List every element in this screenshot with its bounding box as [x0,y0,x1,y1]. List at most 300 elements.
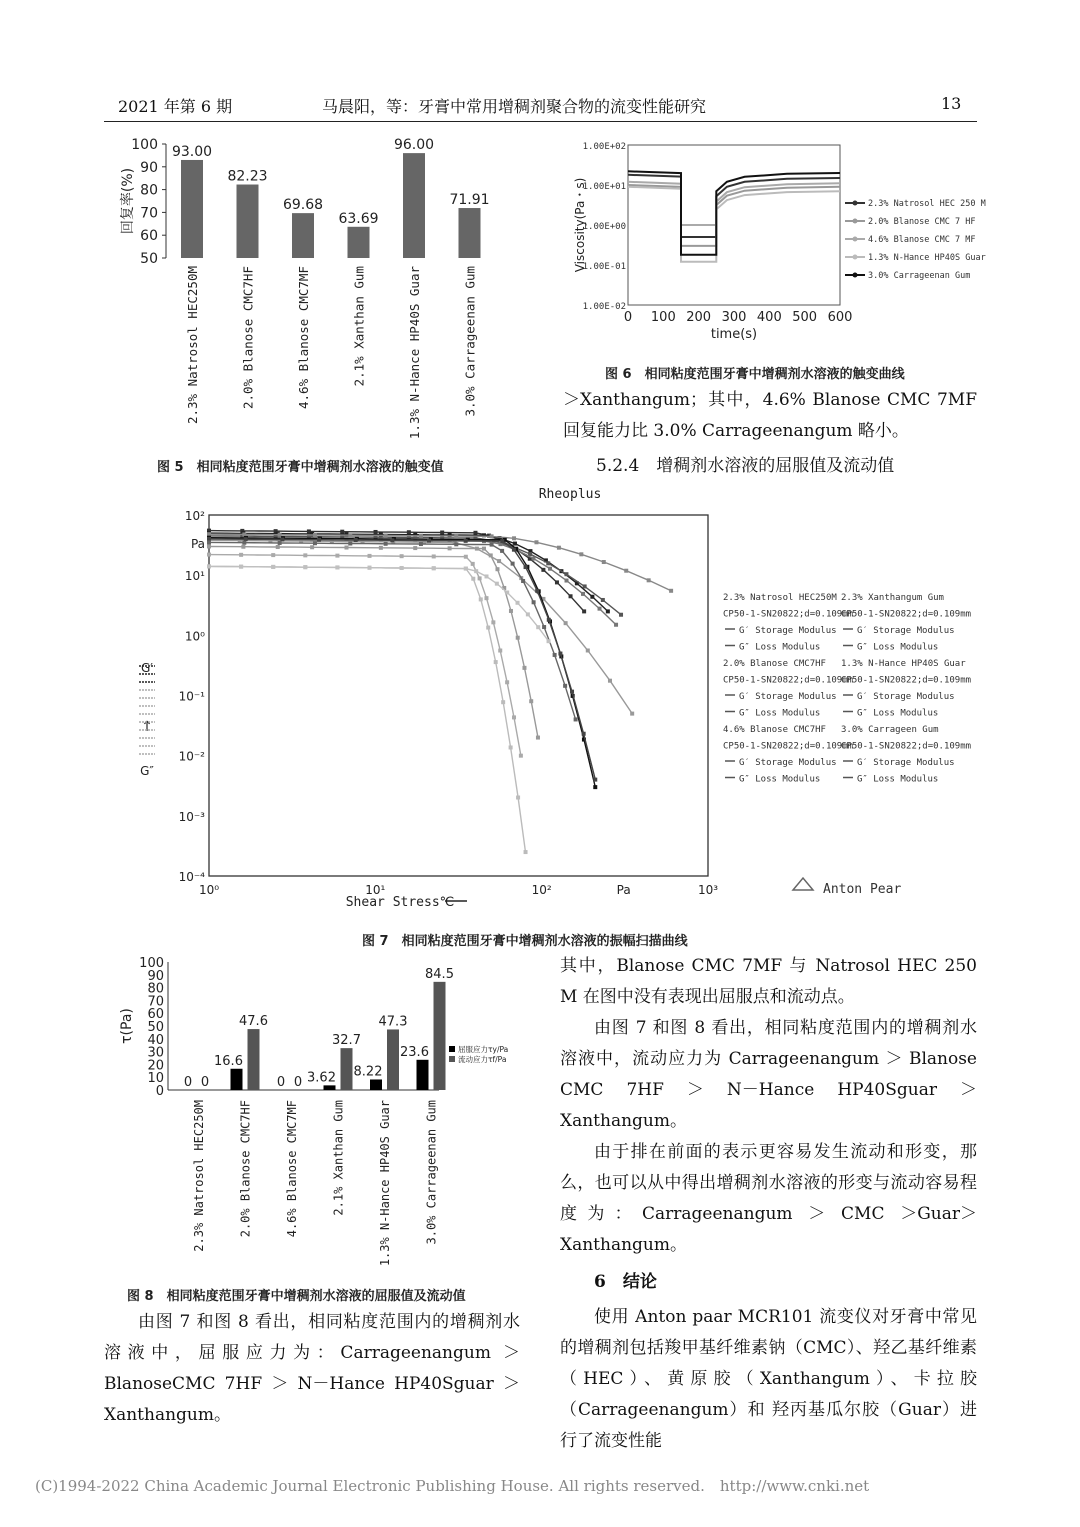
section-6-heading: 6 结论 [594,1272,657,1292]
data-point [348,533,352,537]
data-point [303,553,307,557]
series-line [628,187,840,262]
series-line [628,185,840,246]
data-label: 69.68 [282,197,324,214]
y-tick-label: 0 [155,1084,164,1099]
x-category-label: 2.3% Natrosol HEC250M [185,266,200,425]
data-point [303,565,307,569]
data-point [519,754,523,758]
data-point [473,531,477,535]
data-point [340,530,344,534]
series-line [209,555,521,756]
data-point [207,564,211,568]
bar [403,153,425,258]
data-label: 71.91 [449,192,490,209]
legend-label: G′ Storage Modulus [857,692,955,702]
data-point [490,543,494,547]
data-point [478,576,482,580]
data-point [407,530,411,534]
data-point [271,553,275,557]
legend-label: CP50-1-SN20822;d=0.109mm [723,741,854,752]
data-point [400,566,404,570]
bar [341,1048,353,1090]
data-label: 96.00 [393,137,435,154]
y-tick-label: Pa [190,537,205,551]
legend-label: G′ Storage Modulus [857,758,955,768]
series-line [209,547,538,738]
data-point [440,531,444,535]
anton-paar-logo-icon [793,878,813,890]
body-text-right-top: ＞Xanthangum；其中，4.6% Blanose CMC 7MF 回复能力比 3.0% Carrageenangum 略小。 [563,390,977,441]
legend-label: 2.3% Natrosol HEC250M [723,593,837,603]
legend-swatch [449,1056,455,1062]
x-tick-label: 600 [827,310,853,325]
data-point [590,595,594,599]
x-tick-label: 500 [792,310,818,325]
data-point [471,577,475,581]
data-point [524,850,528,854]
y-tick-label: 70 [147,994,164,1010]
data-point [516,796,520,800]
header-rule [104,121,977,122]
brand-label: Anton Pear [823,882,902,897]
data-point [532,557,536,561]
data-point [239,565,243,569]
x-tick-label: 200 [686,310,712,325]
data-label: 23.6 [400,1044,429,1060]
data-point [509,609,513,613]
x-tick-label: 100 [650,310,676,325]
data-point [207,537,211,541]
data-point [536,625,540,629]
figure-7-caption: 图 7 相同粘度范围牙膏中增稠剂水溶液的振幅扫描曲线 [362,934,688,949]
y-tick-label: 30 [147,1045,164,1061]
y-tick-label: 60 [147,1007,164,1023]
legend-label: G′ Storage Modulus [739,626,837,636]
data-point [479,597,483,601]
data-point [310,545,314,549]
x-axis-label: time(s) [710,327,758,342]
data-point [593,785,597,789]
y-tick-label: 10 [147,1071,164,1087]
paragraph: 由图 7 和图 8 看出，相同粘度范围内的增稠剂水溶液中，流动应力为 Carrageenangum ＞ Blanose CMC 7HF ＞ N－Hance HP40Sguar ＞ Xanthangum。 [560,1018,977,1131]
data-point [669,589,673,593]
data-point [522,666,526,670]
x-category-label: 3.0% Carrageenan Gum [424,1100,439,1245]
data-point [570,690,574,694]
data-point [565,579,569,583]
y-tick-label: 1.00E+01 [582,182,626,192]
x-category-label: 2.1% Xanthan Gum [351,266,367,387]
section-5-2-4-heading: 5.2.4 增稠剂水溶液的屈服值及流动值 [596,456,895,476]
data-point [509,745,513,749]
x-tick-label: 0 [623,310,633,325]
data-point [505,680,509,684]
data-point [583,584,587,588]
data-point [497,559,501,563]
data-point [432,554,436,558]
y-tick-label: 20 [147,1058,164,1074]
data-point [239,553,243,557]
data-point [276,545,280,549]
data-point [542,625,546,629]
data-point [500,549,504,553]
data-label: 0 [276,1075,286,1090]
data-point [400,554,404,558]
data-point [608,679,612,683]
y-tick-label: 10⁻³ [178,809,205,824]
legend-marker [853,273,858,278]
data-point [606,609,610,613]
figure-5-bar-chart [104,130,514,440]
data-point [419,534,423,538]
data-point [647,578,651,582]
data-point [512,548,516,552]
data-point [500,539,504,543]
figure-8-caption: 图 8 相同粘度范围牙膏中增稠剂水溶液的屈服值及流动值 [127,1289,466,1304]
data-point [495,582,499,586]
data-point [619,613,623,617]
data-point [485,574,489,578]
legend-marker [853,219,858,224]
x-category-label: 3.0% Carrageenan Gum [462,266,478,417]
y-tick-label: 40 [147,1032,164,1048]
series-line [209,539,595,780]
paragraph: 其中，Blanose CMC 7MF 与 Natrosol HEC 250 M 在图中没有表现出屈服点和流动点。 [560,956,977,1007]
x-tick-label: Pa [616,883,631,897]
data-point [582,609,586,613]
legend-label: 4.6% Blanose CMC7HF [723,725,826,735]
series-line [209,566,549,641]
paragraph: 由于排在前面的表示更容易发生流动和形变，那么，也可以从中得出增稠剂水溶液的形变与流动容易程度为：Carrageenangum ＞ CMC ＞Guar＞Xanthangum。 [560,1142,977,1255]
data-point [569,594,573,598]
legend-swatch [449,1046,455,1052]
page-number: 13 [941,94,962,113]
y-tick-label: 1.00E+02 [582,142,626,152]
data-point [280,537,284,541]
y-tick-label: 10¹ [184,569,205,584]
data-label: 93.00 [171,143,213,160]
data-point [207,540,211,544]
chart-title: Rheoplus [538,487,602,502]
figure-7-amplitude-sweep [125,480,975,920]
data-point [553,653,557,657]
data-point [512,536,516,540]
data-point [384,542,388,546]
data-label: 0 [200,1075,210,1090]
y-tick-label: 50 [147,1020,164,1035]
data-point [464,567,468,571]
body-text-left-bottom: 由图 7 和图 8 看出，相同粘度范围内的增稠剂水溶液中，屈服应力为：Carrageenangum ＞BlanoseCMC 7HF ＞ N－Hance HP40Sguar ＞ Xanthangum。 [104,1312,520,1425]
legend-label: 4.6% Blanose CMC 7 MF [868,235,976,245]
data-point [427,539,431,543]
legend-label: G′ Storage Modulus [739,758,837,768]
data-point [413,546,417,550]
legend-label: G″ Loss Modulus [739,708,821,719]
data-point [546,561,550,565]
legend-label: CP50-1-SN20822;d=0.109mm [841,609,972,620]
data-point [491,620,495,624]
data-point [354,538,358,542]
data-point [516,636,520,640]
data-point [558,652,562,656]
bar [324,1085,336,1090]
y-tick-label: 100 [139,956,164,971]
x-tick-label: 10¹ [365,883,386,897]
data-point [313,541,317,545]
data-point [278,533,282,537]
y-tick-label: 1.00E-01 [582,262,626,272]
data-point [494,660,498,664]
data-label: 0 [183,1075,193,1090]
data-point [335,554,339,558]
data-point [313,533,317,537]
data-point [448,546,452,550]
data-point [529,699,533,703]
y-tick-label: 90 [147,968,164,984]
legend-label: 2.0% Blanose CMC7HF [723,659,826,669]
data-point [244,537,248,541]
y-axis-label-gprime: G′ [140,661,154,675]
bar [387,1029,399,1090]
copyright-footer: (C)1994-2022 China Academic Journal Electronic Publishing House. All rights reserved. http://www.cnki.net [35,1477,870,1495]
figure-6-caption: 图 6 相同粘度范围牙膏中增稠剂水溶液的触变曲线 [605,367,905,382]
data-point [586,648,590,652]
y-tick-label: 50 [140,251,158,267]
data-point [564,621,568,625]
data-point [335,565,339,569]
series-line [209,566,526,852]
y-axis-label: 回复率(%) [120,167,136,235]
data-point [563,684,567,688]
data-point [207,553,211,557]
legend-label: G″ Loss Modulus [857,708,939,719]
data-point [516,601,520,605]
y-axis-label: Viscosity(Pa・s) [573,177,587,273]
y-tick-label: 60 [140,228,158,245]
series-line [209,542,576,719]
data-point [317,538,321,542]
legend-label: 1.3% N-Hance HP40S Guar [868,253,986,263]
bar [181,160,203,258]
legend-label: G″ Loss Modulus [857,642,939,653]
data-point [454,534,458,538]
data-point [474,569,478,573]
journal-issue: 2021 年第 6 期 [118,97,233,116]
data-point [630,712,634,716]
data-point [555,580,559,584]
bar [292,213,314,258]
data-point [532,600,536,604]
y-tick-label: 90 [140,159,158,176]
legend-label: G″ Loss Modulus [857,774,939,785]
legend-label: 2.3% Natrosol HEC 250 M [868,199,986,209]
data-point [454,542,458,546]
legend-label: 2.0% Blanose CMC 7 HF [868,217,976,227]
data-point [548,567,552,571]
data-point [511,562,515,566]
y-tick-label: 10² [184,509,205,523]
data-point [278,541,282,545]
x-tick-label: 400 [756,310,782,325]
x-tick-label: 10³ [697,883,719,897]
y-tick-label: 10⁻¹ [178,689,205,704]
y-tick-label: 80 [147,981,164,997]
data-point [534,540,538,544]
data-point [207,532,211,536]
data-point [490,534,494,538]
data-point [581,592,585,596]
legend-label: CP50-1-SN20822;d=0.109mm [723,609,854,620]
figure-6-line-chart [570,135,986,345]
data-label: 47.6 [239,1014,268,1030]
data-point [512,715,516,719]
legend-label: 2.3% Xanthangum Gum [841,593,944,603]
data-point [564,572,568,576]
y-tick-label: 10⁻⁴ [178,870,205,884]
legend-label: CP50-1-SN20822;d=0.109mm [723,675,854,686]
data-point [464,555,468,559]
data-point [482,547,486,551]
data-point [368,566,372,570]
legend-marker [853,201,858,206]
data-point [557,546,561,550]
data-point [598,607,602,611]
bar [248,1029,260,1090]
data-point [501,700,505,704]
legend-label: 1.3% N-Hance HP40S Guar [841,659,966,669]
data-point [624,569,628,573]
y-tick-label: 10⁻² [178,749,205,764]
data-point [524,565,528,569]
data-point [536,736,540,740]
data-point [486,626,490,630]
x-category-label: 2.3% Natrosol HEC250M [192,1100,206,1252]
x-category-label: 2.1% Xanthan Gum [331,1100,346,1216]
x-axis-label: Shear Stress℃ [345,895,455,910]
data-point [241,545,245,549]
data-point [521,579,525,583]
bar [237,185,259,258]
legend-label: 3.0% Carrageen Gum [841,725,939,735]
y-tick-label: 80 [140,182,158,199]
data-point [419,542,423,546]
x-category-label: 4.6% Blanose CMC7MF [296,266,311,409]
bar [231,1069,243,1090]
y-axis-label-gdouble: G″ [140,764,154,778]
y-tick-label: 100 [131,137,158,153]
data-point [432,566,436,570]
data-label: 63.69 [338,210,379,227]
data-point [574,717,578,721]
data-point [390,538,394,542]
legend-marker [853,255,858,260]
y-tick-label: 1.00E-02 [582,302,626,312]
legend-label: 屈服应力τy/Pa [458,1045,509,1054]
x-tick-label: 10⁰ [198,883,220,897]
x-category-label: 1.3% N-Hance HP40S Guar [378,1100,392,1267]
data-label: 16.6 [214,1053,243,1069]
x-category-label: 1.3% N-Hance HP40S Guar [407,266,422,440]
data-point [374,530,378,534]
y-axis-label: τ(Pa) [119,1008,135,1044]
data-point [601,598,605,602]
legend-marker [853,237,858,242]
figure-8-bar-chart [104,955,524,1267]
data-point [348,541,352,545]
x-tick-label: 10² [531,883,552,897]
data-label: 84.5 [425,966,454,982]
y-tick-label: 1.00E+00 [582,222,626,232]
legend-label: G′ Storage Modulus [857,626,955,636]
data-point [498,649,502,653]
data-point [484,596,488,600]
x-category-label: 4.6% Blanose CMC7MF [285,1100,299,1238]
data-label: 3.62 [307,1070,336,1086]
legend-label: G′ Storage Modulus [739,692,837,702]
x-category-label: 2.0% Blanose CMC7HF [240,266,256,409]
bar [434,982,446,1090]
data-point [368,554,372,558]
data-point [505,591,509,595]
x-category-label: 2.0% Blanose CMC7HF [238,1100,253,1238]
data-point [495,567,499,571]
body-text-right-bottom [560,951,977,1457]
bar [459,208,481,258]
data-point [547,618,551,622]
legend-label: 流动应力τf/Pa [458,1055,507,1064]
legend-label: CP50-1-SN20822;d=0.109mm [841,675,972,686]
data-point [541,568,545,572]
data-point [489,553,493,557]
plot-frame [628,145,840,305]
data-point [384,534,388,538]
data-point [344,546,348,550]
legend-label: CP50-1-SN20822;d=0.109mm [841,741,972,752]
data-label: 0 [293,1075,303,1090]
data-point [602,560,606,564]
y-tick-label: 10⁰ [184,629,205,644]
data-point [471,562,475,566]
data-point [547,639,551,643]
legend-label: G″ Loss Modulus [739,774,821,785]
data-point [379,546,383,550]
data-point [614,623,618,627]
bar [370,1079,382,1090]
data-label: 82.23 [227,168,268,185]
series-line [209,538,595,787]
data-label: 8.22 [353,1064,383,1080]
data-point [271,565,275,569]
bar [348,227,370,258]
paragraph: 使用 Anton paar MCR101 流变仪对牙膏中常见的增稠剂包括羧甲基纤维素钠（CMC）、羟乙基纤维素（HEC）、黄原胶（Xanthangum）、卡拉胶（Carrageenangum）和 羟丙基瓜尔胶（Guar）进行了流变性能 [560,1307,977,1451]
legend-label: G″ Loss Modulus [739,642,821,653]
running-title: 马晨阳，等：牙膏中常用增稠剂聚合物的流变性能研究 [322,97,707,116]
y-axis-arrow: ↑ [141,719,153,735]
data-point [464,539,468,543]
data-point [579,552,583,556]
data-point [582,732,586,736]
bar [417,1060,429,1090]
data-label: 32.7 [332,1033,361,1049]
y-tick-label: 70 [140,205,158,222]
figure-5-caption: 图 5 相同粘度范围牙膏中增稠剂水溶液的触变值 [157,460,444,475]
x-tick-label: 300 [721,310,747,325]
legend-label: 3.0% Carrageenan Gum [868,271,971,281]
data-label: 47.3 [378,1014,408,1030]
data-point [242,541,246,545]
data-point [242,532,246,536]
